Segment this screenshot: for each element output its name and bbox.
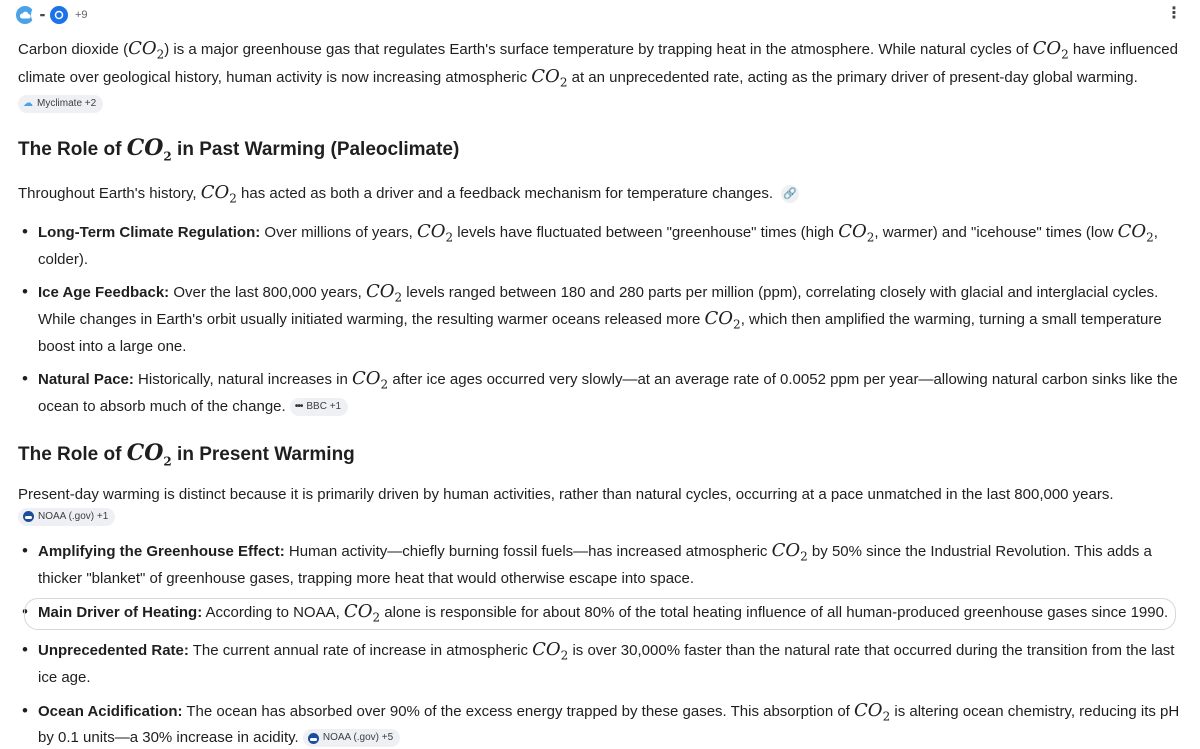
dots-source-icon: ▪▪ [31, 4, 53, 26]
present-warming-heading: The Role of $CO_2$ in Present Warming [18, 439, 355, 468]
co2-formula: $CO_2$ [531, 65, 568, 90]
list-item: • Main Driver of Heating: According to NOAA, $CO_2$ alone is responsible for about 80% of the total heating influence of all human-produced greenhouse gases since 1990. [18, 601, 1184, 629]
noaa-icon [308, 733, 319, 744]
follow-up-input-box[interactable] [24, 598, 1176, 630]
co2-formula: $CO_2$ [704, 308, 741, 332]
co2-formula: $CO_2$ [838, 221, 875, 245]
co2-formula: $CO_2$ [352, 367, 389, 392]
list-item: • Natural Pace: Historically, natural increases in $CO_2$ after ice ages occurred very slowly—at an average rate of 0.0052 ppm per year—allowing natural carbon sinks like the ocean to absorb much of the change. ••• BBC +1 [18, 368, 1184, 418]
intro-paragraph: Carbon dioxide $(CO_2)$ is a major greenhouse gas that regulates Earth's surface temperature by trapping heat in the atmosphere. While natural cycles of $CO_2$ have influenced climate over geological history, human activity is now increasing atmospheric $CO_2$ at an unprecedented rate, acting as the primary driver of present-day global warming. ☁ Myclimate +2 [18, 38, 1184, 115]
list-item: • Ocean Acidification: The ocean has absorbed over 90% of the excess energy trapped by these gases. This absorption of $CO_2$ is altering ocean chemistry, reducing its pH by 0.1 units—a 30% increase in acidity. NOAA (.gov) +5 [18, 700, 1184, 749]
co2-formula: $CO_2$ [128, 38, 165, 62]
logo-source-icon [48, 4, 70, 26]
sources-stack[interactable] [14, 4, 88, 26]
cloud-icon: ☁ [23, 98, 33, 110]
dots-icon: ••• [294, 400, 303, 412]
source-chip-noaa[interactable]: NOAA (.gov) +1 [18, 508, 115, 526]
source-chip-myclimate[interactable]: ☁ Myclimate +2 [18, 95, 103, 113]
past-warming-heading: The Role of $CO_2$ in Past Warming (Paleoclimate) [18, 135, 460, 164]
answer-content [18, 38, 1184, 749]
co2-formula: $CO_2$ [126, 135, 172, 164]
present-list [18, 540, 1184, 749]
list-item: • Long-Term Climate Regulation: Over millions of years, $CO_2$ levels have fluctuated between "greenhouse" times (high $CO_2$, warmer) and "icehouse" times (low $CO_2$, colder). [18, 221, 1184, 271]
list-item: • Ice Age Feedback: Over the last 800,000 years, $CO_2$ levels ranged between 180 and 280 parts per million (ppm), correlating closely with glacial and interglacial cycles. While changes in Earth's orbit usually initiated warming, the resulting warmer oceans released more $CO_2$, which then amplified the warming, turning a small temperature boost into a large one. [18, 281, 1184, 358]
source-chip-noaa-5[interactable]: NOAA (.gov) +5 [303, 729, 400, 747]
co2-formula: $CO_2$ [532, 639, 569, 663]
co2-formula: $CO_2$ [343, 600, 381, 625]
link-icon[interactable]: 🔗 [781, 185, 799, 203]
more-sources-count[interactable]: +9 [75, 9, 88, 21]
co2-formula: $CO_2$ [200, 181, 237, 206]
list-item: • Amplifying the Greenhouse Effect: Human activity—chiefly burning fossil fuels—has increased atmospheric $CO_2$ by 50% since the Industrial Revolution. This adds a thicker "blanket" of greenhouse gases, trapping more heat that would otherwise escape into space. [18, 540, 1184, 590]
present-intro: Present-day warming is distinct because it is primarily driven by human activities, rather than natural cycles, occurring at a pace unmatched in the last 800,000 years. NOAA (.gov) +1 [18, 484, 1184, 528]
co2-formula: $CO_2$ [1032, 38, 1069, 62]
past-list [18, 221, 1184, 417]
co2-formula: $CO_2$ [854, 699, 891, 724]
noaa-icon [23, 511, 34, 522]
source-chip-bbc[interactable]: ••• BBC +1 [290, 398, 348, 416]
co2-formula: $CO_2$ [416, 221, 454, 245]
co2-formula: $CO_2$ [771, 539, 808, 564]
co2-formula: $CO_2$ [1117, 221, 1154, 245]
co2-formula: $CO_2$ [365, 280, 403, 305]
co2-formula: $CO_2$ [126, 439, 172, 468]
more-options-icon[interactable]: ⋮ [1166, 5, 1182, 22]
past-intro: Throughout Earth's history, $CO_2$ has acted as both a driver and a feedback mechanism for temperature changes. 🔗 [18, 182, 1184, 210]
list-item: • Unprecedented Rate: The current annual rate of increase in atmospheric $CO_2$ is over 30,000% faster than the natural rate that occurred during the transition from the last ice age. [18, 639, 1184, 689]
